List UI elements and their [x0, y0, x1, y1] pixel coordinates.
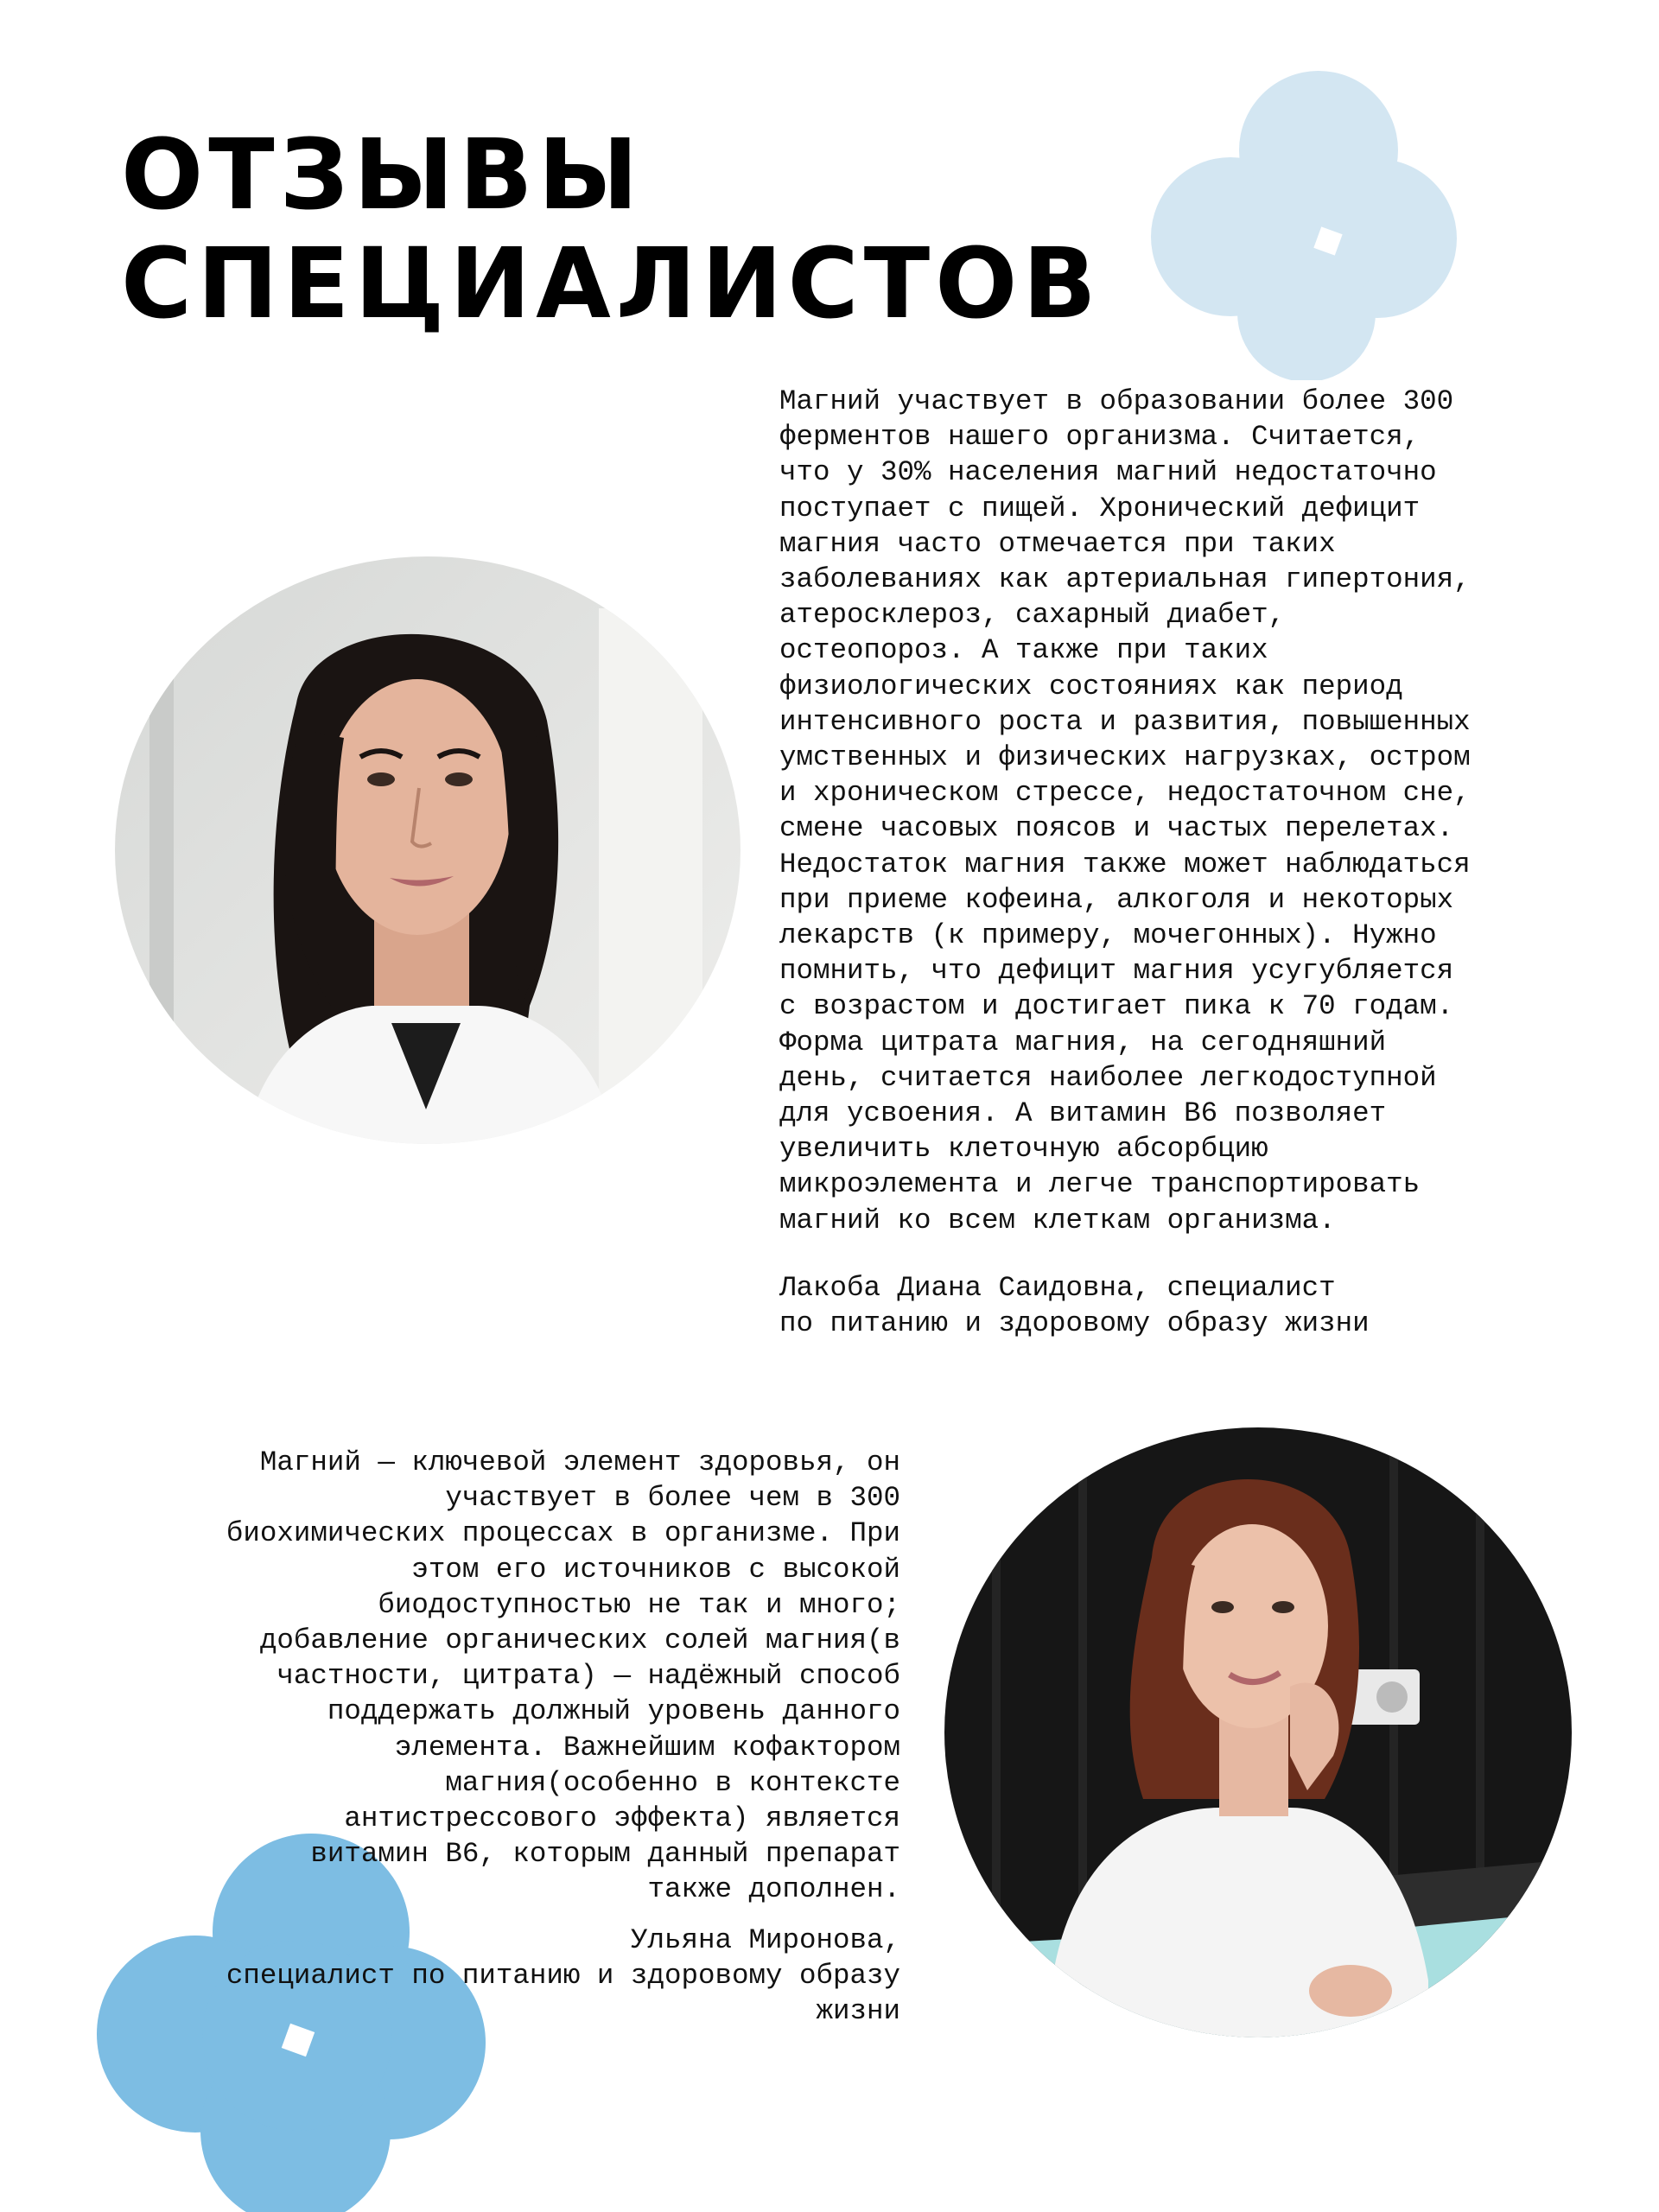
specialist-photo-2	[944, 1427, 1572, 2037]
page-title	[121, 121, 1102, 339]
review-text-1: Магний участвует в образовании более 300 ферментов нашего организма. Считается, что у 30% населения магний недостаточно поступает с пищей. Хронический дефицит магния часто отмечается при таких заболеваниях как артериальная гипертония, атеросклероз, сахарный диабет, остеопороз. А также при таких физиологических состояниях как период интенсивного роста и развития, повышенных умственных и физических нагрузках, остром и хроническом стрессе, недостаточном сне, смене часовых поясов и частых перелетах. Недостаток магния также может наблюдаться при приеме кофеина, алкоголя и некоторых лекарств (к примеру, мочегонных). Нужно помнить, что дефицит магния усугубляется с возрастом и достигает пика к 70 годам. Форма цитрата магния, на сегодняшний день, считается наиболее легкодоступной для усвоения. А витамин В6 позволяет увеличить клеточную абсорбцию микроэлемента и легче транспортировать магний ко всем клеткам организма.	[779, 385, 1471, 1236]
review-text-2: Магний — ключевой элемент здоровья, он участвует в более чем в 300 биохимических процессах в организме. При этом его источников с высокой биодоступностью не так и много; добавление органических солей магния(в частности, цитрата) — надёжный способ поддержать должный уровень данного элемента. Важнейшим кофактором магния(особенно в контексте антистрессового эффекта) является витамин В6, которым данный препарат также дополнен.	[226, 1446, 900, 1906]
specialist-photo-1	[115, 556, 741, 1144]
page-title-line-1: ОТЗЫВЫ	[121, 119, 644, 232]
review-author-1: Лакоба Диана Саидовна, специалист по питанию и здоровому образу жизни	[779, 1272, 1370, 1340]
review-author-2: Ульяна Миронова, специалист по питанию и здоровому образу жизни	[226, 1924, 900, 2028]
flower-decoration-top	[1149, 69, 1460, 380]
page-title-line-2: СПЕЦИАЛИСТОВ	[121, 228, 1102, 340]
